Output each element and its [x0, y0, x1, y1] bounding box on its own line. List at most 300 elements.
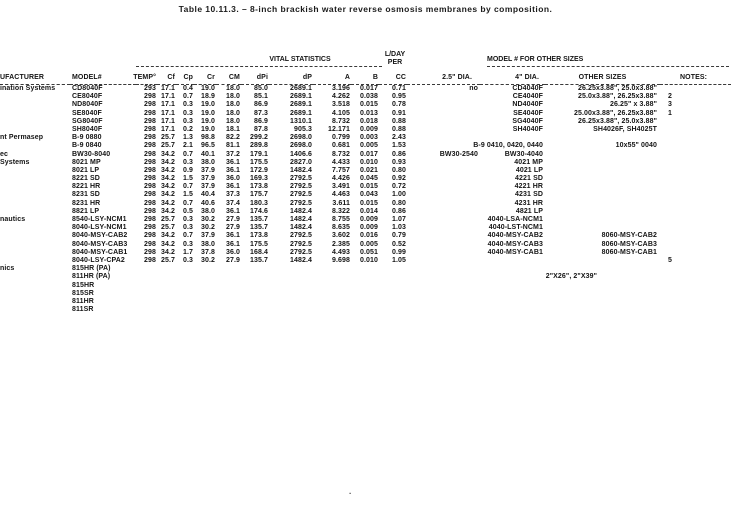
cell-value: 298	[144, 191, 156, 199]
column-header-cc	[379, 70, 407, 85]
cell-d4	[480, 249, 545, 257]
cell-a	[313, 232, 351, 240]
cell-value: 25.7	[160, 224, 175, 232]
cell-value: 34.2	[160, 175, 175, 183]
cell-value: 298	[144, 240, 156, 248]
cell-cm	[216, 151, 241, 159]
cell-other	[545, 290, 660, 298]
cell-value: 2	[668, 93, 672, 101]
cell-d4	[480, 101, 545, 109]
cell-mfr	[0, 265, 70, 273]
column-header-label: B	[372, 73, 378, 81]
cell-value: Systems	[0, 158, 30, 166]
cell-notes	[660, 101, 731, 109]
cell-value: 9.698	[331, 256, 350, 264]
cell-value: 298	[144, 216, 156, 223]
column-header-d25	[407, 70, 480, 85]
cell-value: 86.9	[253, 101, 268, 109]
cell-a	[313, 216, 351, 224]
column-header-label: dP	[302, 73, 312, 81]
cell-value: 298	[144, 207, 156, 215]
cell-value: 0.3	[182, 224, 193, 232]
cell-value: 0.013	[359, 109, 378, 117]
cell-cc	[379, 273, 407, 281]
cell-value: 34.2	[160, 240, 175, 248]
cell-mfr	[0, 191, 70, 199]
cell-value: no	[469, 85, 478, 92]
cell-value: 36.0	[225, 175, 240, 183]
cell-value: 37.9	[200, 183, 215, 191]
cell-a	[313, 208, 351, 216]
cell-cc	[379, 249, 407, 257]
cell-cr	[194, 282, 216, 290]
cell-dp	[269, 200, 313, 208]
column-header-label: Cp	[183, 73, 193, 81]
cell-cr	[194, 126, 216, 134]
cell-dp	[269, 265, 313, 273]
cell-model	[70, 101, 136, 109]
cell-value: 0.86	[391, 150, 406, 158]
cell-cf	[157, 265, 176, 273]
cell-temp	[136, 282, 157, 290]
cell-cp	[176, 126, 194, 134]
cell-value: 0.005	[359, 240, 378, 248]
cell-cf	[157, 134, 176, 142]
cell-value: 0.009	[359, 224, 378, 232]
cell-value: 25.7	[160, 134, 175, 142]
cell-mfr	[0, 257, 70, 265]
cell-temp	[136, 241, 157, 249]
cell-value: 1310.1	[289, 117, 312, 125]
cell-notes	[660, 183, 731, 191]
column-header-other	[545, 70, 660, 85]
cell-value: 8040-MSY-CAB2	[72, 232, 128, 240]
cell-cp	[176, 142, 194, 150]
cell-cf	[157, 249, 176, 257]
cell-value: 2792.5	[289, 175, 312, 183]
column-header-cm	[216, 70, 241, 85]
cell-value: CD4040F	[512, 85, 543, 92]
cell-temp	[136, 200, 157, 208]
cell-value: 4040-LST-NCM1	[488, 224, 543, 232]
cell-value: 8231 HR	[72, 199, 101, 207]
cell-cm	[216, 298, 241, 306]
cell-cf	[157, 306, 176, 314]
cell-other	[545, 85, 660, 94]
cell-value: 0.017	[359, 85, 378, 92]
cell-other	[545, 183, 660, 191]
table-row	[0, 101, 731, 109]
cell-d25	[407, 282, 480, 290]
cell-cc	[379, 216, 407, 224]
cell-mfr	[0, 134, 70, 142]
cell-value: 34.2	[160, 207, 175, 215]
cell-notes	[660, 175, 731, 183]
cell-value: 0.80	[391, 199, 406, 207]
cell-value: 2792.5	[289, 199, 312, 207]
cell-model	[70, 191, 136, 199]
cell-value: 8060-MSY-CAB3	[601, 240, 657, 248]
cell-mfr	[0, 216, 70, 224]
cell-d4	[480, 110, 545, 118]
cell-cc	[379, 159, 407, 167]
cell-other	[545, 93, 660, 101]
cell-dp	[269, 101, 313, 109]
cell-value: 0.3	[182, 216, 193, 223]
cell-value: 37.4	[225, 199, 240, 207]
cell-value: 3.518	[331, 101, 350, 109]
cell-d25	[407, 290, 480, 298]
cell-value: 811HR (PA)	[72, 273, 111, 281]
cell-cm	[216, 85, 241, 94]
table-row	[0, 191, 731, 199]
cell-cp	[176, 306, 194, 314]
cell-d4	[480, 175, 545, 183]
cell-dp	[269, 85, 313, 94]
cell-cm	[216, 216, 241, 224]
cell-value: 1.03	[391, 224, 406, 232]
cell-value: 2792.5	[289, 240, 312, 248]
cell-value: 4021 MP	[514, 158, 543, 166]
column-header-a	[313, 70, 351, 85]
cell-notes	[660, 257, 731, 265]
cell-temp	[136, 101, 157, 109]
cell-cc	[379, 93, 407, 101]
cell-d4	[480, 118, 545, 126]
cell-value: 0.009	[359, 216, 378, 223]
cell-value: 86.9	[253, 117, 268, 125]
cell-b	[351, 208, 379, 216]
cell-value: 0.010	[359, 256, 378, 264]
cell-value: 2.1	[182, 142, 193, 150]
cell-a	[313, 298, 351, 306]
cell-value: 27.9	[225, 216, 240, 223]
cell-value: BW30-2540	[439, 150, 478, 158]
cell-value: 34.2	[160, 183, 175, 191]
cell-value: 298	[144, 117, 156, 125]
cell-other	[545, 126, 660, 134]
cell-cm	[216, 241, 241, 249]
group-header-model-other-sizes: MODEL # FOR OTHER SIZES	[487, 56, 584, 63]
cell-value: 0.015	[359, 199, 378, 207]
cell-value: 8040-MSY-CAB1	[72, 248, 128, 256]
cell-mfr	[0, 298, 70, 306]
cell-cm	[216, 273, 241, 281]
cell-temp	[136, 134, 157, 142]
table-row	[0, 282, 731, 290]
cell-b	[351, 282, 379, 290]
cell-value: 30.2	[200, 224, 215, 232]
cell-value: 2689.1	[289, 109, 312, 117]
cell-notes	[660, 118, 731, 126]
cell-notes	[660, 159, 731, 167]
cell-other	[545, 110, 660, 118]
cell-b	[351, 290, 379, 298]
cell-model	[70, 298, 136, 306]
cell-dp	[269, 216, 313, 224]
cell-other	[545, 101, 660, 109]
cell-cm	[216, 191, 241, 199]
cell-value: 811SR	[72, 306, 94, 314]
cell-value: 7.757	[331, 166, 350, 174]
cell-cr	[194, 134, 216, 142]
cell-value: 40.6	[200, 199, 215, 207]
cell-value: 1.05	[391, 256, 406, 264]
cell-mfr	[0, 241, 70, 249]
cell-model	[70, 265, 136, 273]
cell-dp	[269, 290, 313, 298]
header-row	[0, 70, 731, 85]
cell-value: 0.038	[359, 93, 378, 101]
table-row	[0, 200, 731, 208]
cell-cr	[194, 249, 216, 257]
cell-value: 36.0	[225, 248, 240, 256]
cell-value: 1406.6	[289, 150, 312, 158]
cell-cf	[157, 224, 176, 232]
cell-dp	[269, 306, 313, 314]
cell-value: 25.7	[160, 216, 175, 223]
cell-cf	[157, 282, 176, 290]
cell-value: 905.3	[293, 125, 312, 133]
cell-cp	[176, 298, 194, 306]
cell-a	[313, 282, 351, 290]
cell-b	[351, 93, 379, 101]
cell-dp	[269, 241, 313, 249]
table-row	[0, 249, 731, 257]
cell-value: 293	[144, 85, 156, 92]
cell-value: 8040-LSY-NCM1	[72, 224, 127, 232]
cell-mfr	[0, 110, 70, 118]
cell-value: 2792.5	[289, 232, 312, 240]
cell-cr	[194, 101, 216, 109]
cell-value: 0.010	[359, 158, 378, 166]
cell-model	[70, 175, 136, 183]
cell-a	[313, 257, 351, 265]
cell-a	[313, 249, 351, 257]
cell-value: 298	[144, 183, 156, 191]
cell-value: 34.2	[160, 191, 175, 199]
cell-dp	[269, 191, 313, 199]
cell-value: 0.91	[391, 109, 406, 117]
cell-cp	[176, 101, 194, 109]
cell-value: 298	[144, 248, 156, 256]
cell-a	[313, 183, 351, 191]
cell-cm	[216, 265, 241, 273]
cell-value: 34.2	[160, 150, 175, 158]
table-row	[0, 175, 731, 183]
cell-cr	[194, 241, 216, 249]
column-header-mfr	[0, 70, 70, 85]
cell-model	[70, 306, 136, 314]
cell-cc	[379, 200, 407, 208]
cell-cm	[216, 118, 241, 126]
cell-a	[313, 85, 351, 94]
cell-d25	[407, 93, 480, 101]
cell-d25	[407, 183, 480, 191]
cell-d4	[480, 290, 545, 298]
cell-value: 0.88	[391, 125, 406, 133]
cell-d25	[407, 167, 480, 175]
cell-value: 18.9	[200, 93, 215, 101]
cell-mfr	[0, 142, 70, 150]
cell-mfr	[0, 224, 70, 232]
cell-value: 25.00x3.88", 26.25x3.88"	[574, 109, 657, 117]
cell-value: 0.3	[182, 101, 193, 109]
cell-value: nt Permasep	[0, 134, 44, 142]
cell-dp	[269, 167, 313, 175]
cell-mfr	[0, 101, 70, 109]
cell-a	[313, 151, 351, 159]
cell-cf	[157, 183, 176, 191]
cell-d4	[480, 241, 545, 249]
cell-mfr	[0, 183, 70, 191]
cell-mfr	[0, 290, 70, 298]
cell-value: 4.433	[331, 158, 350, 166]
cell-b	[351, 298, 379, 306]
cell-dpi	[241, 298, 269, 306]
cell-d4	[480, 298, 545, 306]
cell-value: 2827.0	[289, 158, 312, 166]
cell-value: 34.2	[160, 232, 175, 240]
cell-cm	[216, 183, 241, 191]
cell-cp	[176, 159, 194, 167]
cell-value: 34.2	[160, 248, 175, 256]
cell-d25	[407, 142, 480, 150]
cell-notes	[660, 93, 731, 101]
cell-a	[313, 93, 351, 101]
table-body	[0, 85, 731, 315]
cell-cp	[176, 290, 194, 298]
cell-other	[545, 208, 660, 216]
cell-value: 0.5	[182, 207, 193, 215]
cell-value: 37.9	[200, 175, 215, 183]
cell-cr	[194, 159, 216, 167]
cell-model	[70, 134, 136, 142]
cell-value: 8540-LSY-NCM1	[72, 216, 127, 223]
cell-dp	[269, 93, 313, 101]
cell-dpi	[241, 159, 269, 167]
group-header-lday-line2: PER	[387, 58, 403, 66]
table-row	[0, 142, 731, 150]
cell-value: 1.00	[391, 191, 406, 199]
cell-value: 0.3	[182, 256, 193, 264]
cell-temp	[136, 126, 157, 134]
column-header-label: NOTES:	[680, 73, 708, 81]
cell-value: 18.0	[225, 109, 240, 117]
cell-value: 82.2	[225, 134, 240, 142]
cell-value: 8021 LP	[72, 166, 100, 174]
cell-value: 0.95	[391, 93, 406, 101]
cell-dpi	[241, 183, 269, 191]
cell-cm	[216, 306, 241, 314]
cell-value: 26.25x3.88", 25.0x3.88"	[577, 85, 657, 92]
cell-a	[313, 224, 351, 232]
cell-value: 180.3	[249, 199, 268, 207]
cell-cc	[379, 232, 407, 240]
cell-model	[70, 216, 136, 224]
cell-value: 0.3	[182, 109, 193, 117]
cell-cc	[379, 118, 407, 126]
cell-model	[70, 118, 136, 126]
cell-value: CD8040F	[72, 85, 103, 92]
cell-model	[70, 142, 136, 150]
cell-cp	[176, 167, 194, 175]
cell-other	[545, 257, 660, 265]
cell-value: 36.1	[225, 183, 240, 191]
cell-value: 1.5	[182, 191, 193, 199]
cell-cm	[216, 126, 241, 134]
cell-value: 0.016	[359, 232, 378, 240]
cell-temp	[136, 232, 157, 240]
cell-value: 2792.5	[289, 183, 312, 191]
cell-mfr	[0, 126, 70, 134]
cell-value: 1.5	[182, 175, 193, 183]
cell-d4	[480, 200, 545, 208]
cell-value: 17.1	[160, 109, 175, 117]
cell-value: 19.0	[200, 109, 215, 117]
cell-value: 0.4	[182, 85, 193, 92]
cell-value: 18.0	[225, 117, 240, 125]
cell-d4	[480, 232, 545, 240]
cell-value: 0.79	[391, 232, 406, 240]
cell-cf	[157, 93, 176, 101]
cell-a	[313, 265, 351, 273]
cell-value: nautics	[0, 216, 26, 223]
cell-cc	[379, 126, 407, 134]
cell-cf	[157, 126, 176, 134]
cell-value: 2689.1	[289, 101, 312, 109]
table-row	[0, 306, 731, 314]
cell-value: 0.014	[359, 207, 378, 215]
cell-dp	[269, 142, 313, 150]
column-header-dpi	[241, 70, 269, 85]
cell-value: 2689.1	[289, 85, 312, 92]
column-header-label: CM	[228, 73, 240, 81]
cell-cc	[379, 167, 407, 175]
cell-model	[70, 257, 136, 265]
cell-cm	[216, 249, 241, 257]
cell-value: 3.196	[331, 85, 350, 92]
cell-d4	[480, 85, 545, 94]
table-row	[0, 224, 731, 232]
cell-dp	[269, 224, 313, 232]
cell-dpi	[241, 290, 269, 298]
cell-cp	[176, 134, 194, 142]
cell-dpi	[241, 200, 269, 208]
column-header-label: 4" DIA.	[515, 73, 539, 81]
cell-notes	[660, 241, 731, 249]
cell-value: ND8040F	[72, 101, 103, 109]
cell-cp	[176, 151, 194, 159]
cell-cr	[194, 110, 216, 118]
cell-value: SH8040F	[72, 125, 103, 133]
cell-temp	[136, 265, 157, 273]
cell-notes	[660, 290, 731, 298]
cell-value: 85.0	[253, 85, 268, 92]
cell-value: 0.045	[359, 175, 378, 183]
cell-value: 298	[144, 142, 156, 150]
cell-temp	[136, 183, 157, 191]
table-head	[0, 70, 731, 85]
cell-value: 37.2	[225, 150, 240, 158]
cell-dpi	[241, 142, 269, 150]
cell-cp	[176, 273, 194, 281]
cell-dp	[269, 232, 313, 240]
column-header-label: UFACTURER	[0, 73, 45, 81]
cell-cf	[157, 142, 176, 150]
cell-a	[313, 175, 351, 183]
column-header-cf	[157, 70, 176, 85]
